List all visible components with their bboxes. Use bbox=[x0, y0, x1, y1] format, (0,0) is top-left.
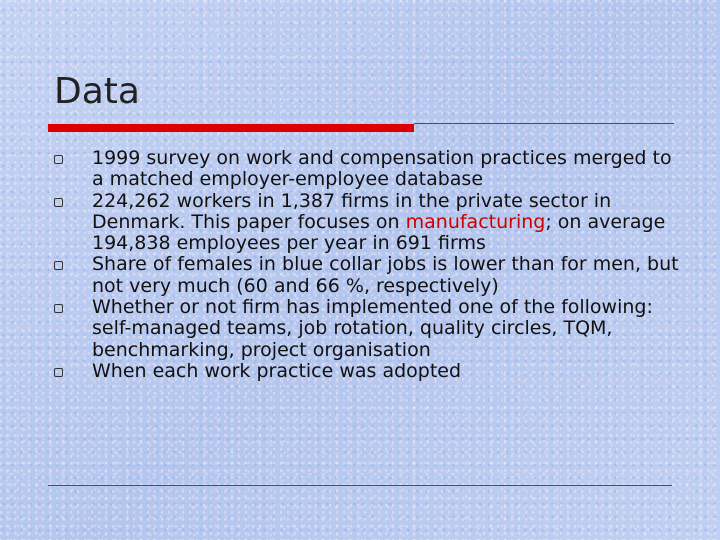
bullet-highlight-text: manufacturing bbox=[405, 210, 546, 233]
bullet-item bbox=[54, 297, 684, 361]
hollow-square-bullet-icon bbox=[54, 261, 63, 270]
bullet-item bbox=[54, 148, 684, 191]
hollow-square-bullet-icon bbox=[54, 368, 63, 377]
bullet-item bbox=[54, 191, 684, 255]
slide-title: Data bbox=[54, 71, 140, 112]
bullet-text: 1999 survey on work and compensation practices merged to a matched employer-employee database bbox=[92, 147, 672, 191]
hollow-square-bullet-icon bbox=[54, 198, 63, 207]
bullet-item bbox=[54, 361, 684, 382]
bullet-text: ; on average 194,838 employees per year in 691 firms bbox=[92, 210, 666, 255]
hollow-square-bullet-icon bbox=[54, 304, 63, 313]
bottom-divider bbox=[48, 485, 672, 486]
bullet-item bbox=[54, 254, 684, 297]
bullet-list bbox=[54, 148, 684, 382]
bullet-text: When each work practice was adopted bbox=[92, 359, 462, 382]
bullet-text: Whether or not firm has implemented one of the following: self-managed teams, job rotation, quality circles, TQM, benchmarking, project organisation bbox=[92, 296, 653, 361]
title-underline-thin bbox=[414, 123, 674, 124]
title-underline-red bbox=[48, 124, 414, 132]
hollow-square-bullet-icon bbox=[54, 155, 63, 164]
bullet-text: Share of females in blue collar jobs is lower than for men, but not very much (60 and 66 %, respectively) bbox=[92, 253, 679, 297]
bullet-text: 224,262 workers in 1,387 firms in the private sector in Denmark. This paper focuses on bbox=[92, 189, 612, 233]
